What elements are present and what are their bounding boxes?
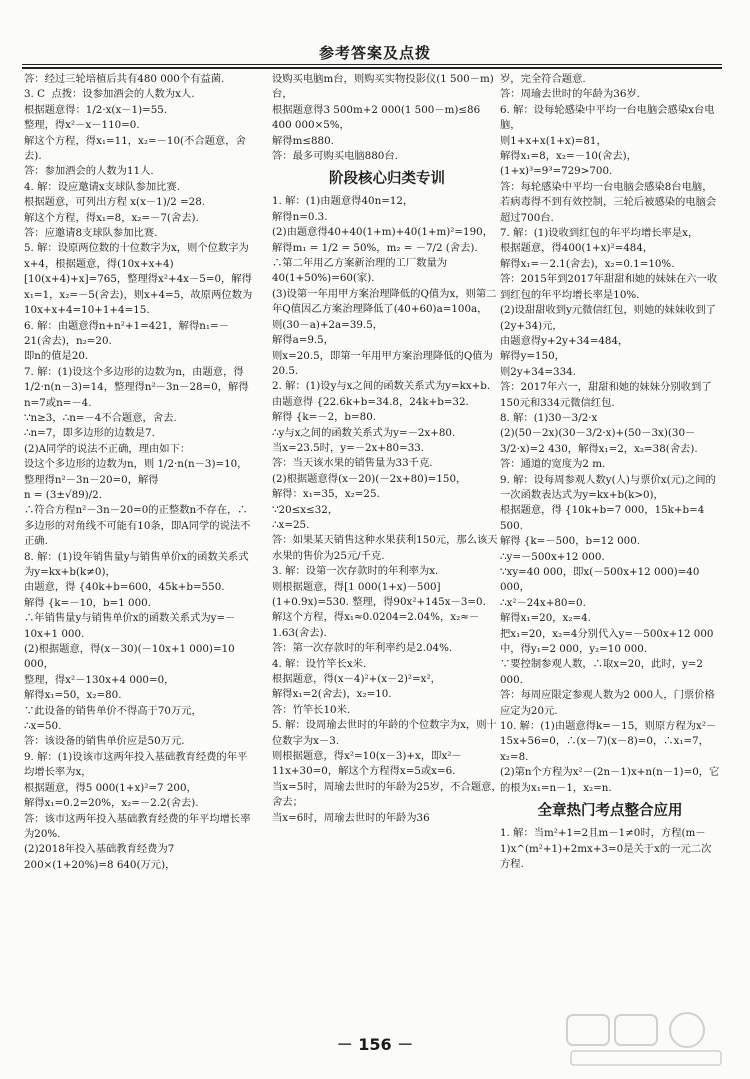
answer-line: 1. 解：(1)由题意得40n=12， [272,195,414,208]
answer-line: (2)由题意得40+40(1+m)+40(1+m)²=190， [272,226,493,239]
answer-line: ∴x=50. [24,720,62,733]
header-rule-thick [22,67,722,69]
answer-line: ∴第二年用乙方案新治理的工厂数量为40(1+50%)=60(家). [272,257,448,285]
answer-line: (2)根据题意得(x－20)(－2x+80)=150， [272,472,467,485]
answer-line: 设购买电脑m台，则购买实物投影仪(1 500－m)台， [272,73,494,101]
answer-line: 9. 解：(1)设该市这两年投入基础教育经费的年平均增长率为x， [24,750,248,779]
answer-line: 答：经过三轮培植后共有480 000个有益菌. [24,73,225,85]
answer-line: ∴年销售量y与销售单价x的函数关系式为y=－10x+1 000. [24,612,236,640]
answer-line: 答：如果某天销售这种水果获利150元，那么该天水果的售价为25元/千克. [272,534,498,562]
watermark-logo [565,1011,730,1069]
answer-line: 10. 解：(1)由题意得k=－15，则原方程为x²－15x+56=0，∴(x－7)(x－8)=0，∴x₁=7，x₂=8. [500,720,717,763]
answer-line: 根据题意，可列出方程 x(x－1)/2 =28. [24,196,206,209]
answer-line: 解得 {k=－2，b=80. [272,411,377,424]
answer-line: 答：每轮感染中平均一台电脑会感染8台电脑，若病毒得不到有效控制，三轮后被感染的电脑会超过700台. [500,180,717,224]
answer-line: ∵n≥3，∴n=－4不合题意，舍去. [24,411,177,424]
answer-line: 6. 解：由题意得n+n²+1=421，解得n₁=－21(舍去)，n₂=20. [24,319,229,347]
section-title-chapter: 全章热门考点整合应用 [537,803,683,820]
answer-line: 根据题意得：1/2·x(x－1)=55. [24,103,168,116]
answer-line: 答：每周应限定参观人数为2 000人，门票价格应定为20元. [500,689,715,717]
answer-line: 答：通道的宽度为2 m. [500,458,606,471]
answer-line: 1. 解：当m²+1=2且m－1≠0时，方程(m－1)x^(m²+1)+2mx+3=0是关于x的一元二次方程. [500,827,712,870]
answer-line: 7. 解：(1)设收到红包的年平均增长率是x， [500,227,699,240]
answer-line: 答：该设备的销售单价应是50万元. [24,735,185,748]
answer-line: ∴y=－500x+12 000. [500,550,605,563]
answer-line: 解这个方程，得x₁=11，x₂=－10(不合题意，舍去). [24,134,246,163]
column-left [24,72,254,1040]
section-title-stage: 阶段核心归类专训 [329,171,445,188]
answer-line: ∵要控制参观人数，∴取x=20，此时，y=2 000. [500,658,707,686]
answer-line: 解得：x₁=35，x₂=25. [272,488,380,501]
answer-line: 6. 解：设每轮感染中平均一台电脑会感染x台电脑， [500,103,715,132]
answer-line: 由题意，得 {40k+b=600，45k+b=550. [24,581,225,594]
answer-line: 设这个多边形的边数为n，则 1/2·n(n－3)=10，整理得n²－3n－20=0，解得 [24,458,248,486]
answer-line: 即n的值是20. [24,350,89,363]
answer-line: 岁，完全符合题意. [500,73,586,85]
answer-line: 3. C 点拨：设参加酒会的人数为x人. [24,88,195,101]
answer-line: (2)(50－2x)(30－3/2·x)+(50－3x)(30－3/2·x)=2 430，解得x₁=2，x₂=38(舍去). [500,427,698,455]
page-number: － 156 － [336,1035,414,1054]
answer-line: 答：最多可购买电脑880台. [272,150,398,163]
answer-line: (3)设第一年用甲方案治理降低的Q值为x，则第二年Q值因乙方案治理降低了(40+60)a=100a， [272,287,497,316]
answer-line: ∴符合方程n²－3n－20=0的正整数n不存在，∴多边形的对角线不可能有10条，即A同学的说法不正确. [24,504,251,548]
answer-line: 解得 {k=－500，b=12 000. [500,535,641,548]
answer-line: ∴x²－24x+80=0. [500,596,586,609]
answer-line: 当x=5时，周瑜去世时的年龄为25岁，不合题意，舍去； [272,780,502,809]
answer-line: 根据题意得3 500m+2 000(1 500－m)≤86 400 000×5%， [272,103,484,132]
answer-line: 则2y+34=334. [500,365,576,378]
answer-line: 9. 解：设每周参观人数y(人)与票价x(元)之间的一次函数表达式为y=kx+b(k>0)， [500,473,716,501]
answer-line: 解得x₁=2(舍去)，x₂=10. [272,688,392,701]
answer-line: 根据题意，得(x－4)²+(x－2)²=x²， [272,673,441,686]
answer-line: 由题意得y+2y+34=484， [500,334,629,347]
answer-line: 解得x₁=20，x₂=4. [500,612,591,625]
answer-line: 解得x₁=50，x₂=80. [24,689,122,702]
answer-line: 由题意得 {22.6k+b=34.8，24k+b=32. [272,395,469,408]
answer-line: (2)2018年投入基础教育经费为7 200×(1+20%)=8 640(万元)， [24,843,178,871]
answer-line: 答：竹竿长10米. [272,703,351,716]
answer-line: 答：第一次存款时的年利率约是2.04%. [272,642,453,655]
answer-line: 解得n=0.3. [272,210,328,223]
answer-line: 当x=6时，周瑜去世时的年龄为36 [272,811,430,824]
answer-line: 答：2017年六一，甜甜和她的妹妹分别收到了150元和334元微信红包. [500,381,712,409]
answer-line: 7. 解：(1)设这个多边形的边数为n，由题意，得 1/2·n(n－3)=14，整理得n²－3n－28=0，解得n=7或n=－4. [24,365,249,409]
answer-line: 解得 {k=－10，b=1 000. [24,596,151,609]
answer-line: ∵xy=40 000，即x(－500x+12 000)=40 000， [500,566,703,594]
answer-line: (2)A同学的说法不正确，理由如下： [24,442,191,455]
answer-line: 4. 解：设应邀请x支球队参加比赛. [24,180,181,193]
answer-line: ∴y与x之间的函数关系式为y=－2x+80. [272,426,456,439]
answer-line: 2. 解：(1)设y与x之间的函数关系式为y=kx+b. [272,380,491,393]
answer-line: 4. 解：设竹竿长x米. [272,657,367,670]
answer-line: ∴x=25. [272,518,310,531]
answer-line: (2)设甜甜收到y元微信红包，则她的妹妹收到了(2y+34)元， [500,304,717,332]
answer-line: ∵此设备的销售单价不得高于70万元， [24,704,202,717]
answer-line: 8. 解：(1)设年销售量y与销售单价x的函数关系式为y=kx+b(k≠0)， [24,550,249,578]
answer-line: 则x=20.5，即第一年用甲方案治理降低的Q值为20.5. [272,349,493,377]
answer-line: 根据题意，得 {10k+b=7 000，15k+b=4 500. [500,504,708,532]
column-right [500,72,720,1040]
answer-line: ∴n=7，即多边形的边数是7. [24,427,155,440]
answer-line: 5. 解：设周瑜去世时的年龄的个位数字为x，则十位数字为x－3. [272,719,497,747]
page-header: 参考答案及点拨 [318,44,431,62]
answer-line: 解得x₁=0.2=20%，x₂=－2.2(舍去). [24,797,199,810]
answer-line: 解得m₁ = 1/2 = 50%，m₂ = －7/2 (舍去). [272,241,478,254]
answer-line: (2)第n个方程为x²－(2n－1)x+n(n－1)=0，它的根为x₁=n－1，x₂=n. [500,766,720,794]
answer-line: 答：应邀请8支球队参加比赛. [24,227,158,240]
answer-line: n = (3±√89)/2. [24,488,102,501]
header-rule [22,64,722,65]
answer-line: 8. 解：(1)30－3/2·x [500,411,598,424]
answer-line: 答：参加酒会的人数为11人. [24,165,154,178]
answer-line: 当x=23.5时，y=－2x+80=33. [272,441,425,454]
answer-line: 解得x₁=8，x₂=－10(舍去)， [500,150,637,163]
answer-line: 解得m≤880. [272,134,334,147]
answer-line: 则根据题意，得x²=10(x－3)+x，即x²－11x+30=0，解这个方程得x=5或x=6. [272,750,462,778]
answer-line: 则根据题意，得[1 000(1+x)－500](1+0.9x)=530. 整理，得90x²+145x－3=0. [272,580,486,608]
answer-line: 解得x₁=－2.1(舍去)，x₂=0.1=10%. [500,257,675,270]
answer-line: 解得a=9.5， [272,334,335,347]
answer-line: 则1+x+x(1+x)=81， [500,134,607,147]
answer-line: 5. 解：设原两位数的十位数字为x，则个位数字为x+4，根据题意，得(10x+x+4)[10(x+4)+x]=765，整理得x²+4x－5=0，解得x₁=1，x₂=－5(舍去)，则x+4=5，故原两位数为10x+x+4=10+1+4=15. [24,242,253,317]
answer-line: (2)根据题意，得(x－30)(－10x+1 000)=10 000， [24,643,238,671]
answer-line: 则(30－a)+2a=39.5， [272,318,384,331]
answer-line: 答：该市这两年投入基础教育经费的年平均增长率为20%. [24,812,251,840]
answer-line: 答：2015年到2017年甜甜和她的妹妹在六一收到红包的年平均增长率是10%. [500,273,718,301]
answer-line: (1+x)³=9³=729>700. [500,165,613,178]
answer-line: 整理，得x²－130x+4 000=0， [24,673,175,686]
answer-line: 根据题意，得5 000(1+x)²=7 200， [24,781,197,794]
answer-line: 解这个方程，得x₁=8，x₂=－7(舍去). [24,211,199,224]
column-middle [272,72,502,1040]
answer-line: ∵20≤x≤32， [272,503,339,516]
answer-line: 根据题意，得400(1+x)²=484， [500,242,654,255]
answer-line: 3. 解：设第一次存款时的年利率为x. [272,565,439,578]
answer-line: 答：周瑜去世时的年龄为36岁. [500,88,640,101]
answer-line: 解这个方程，得x₁≈0.0204=2.04%，x₂≈－1.63(舍去). [272,611,480,639]
answer-line: 解得y=150， [500,350,565,363]
answer-line: 把x₁=20，x₂=4分别代入y=－500x+12 000中，得y₁=2 000，y₂=10 000. [500,627,714,656]
answer-line: 整理，得x²－x－110=0. [24,119,140,132]
answer-line: 答：当天该水果的销售量为33千克. [272,457,433,470]
